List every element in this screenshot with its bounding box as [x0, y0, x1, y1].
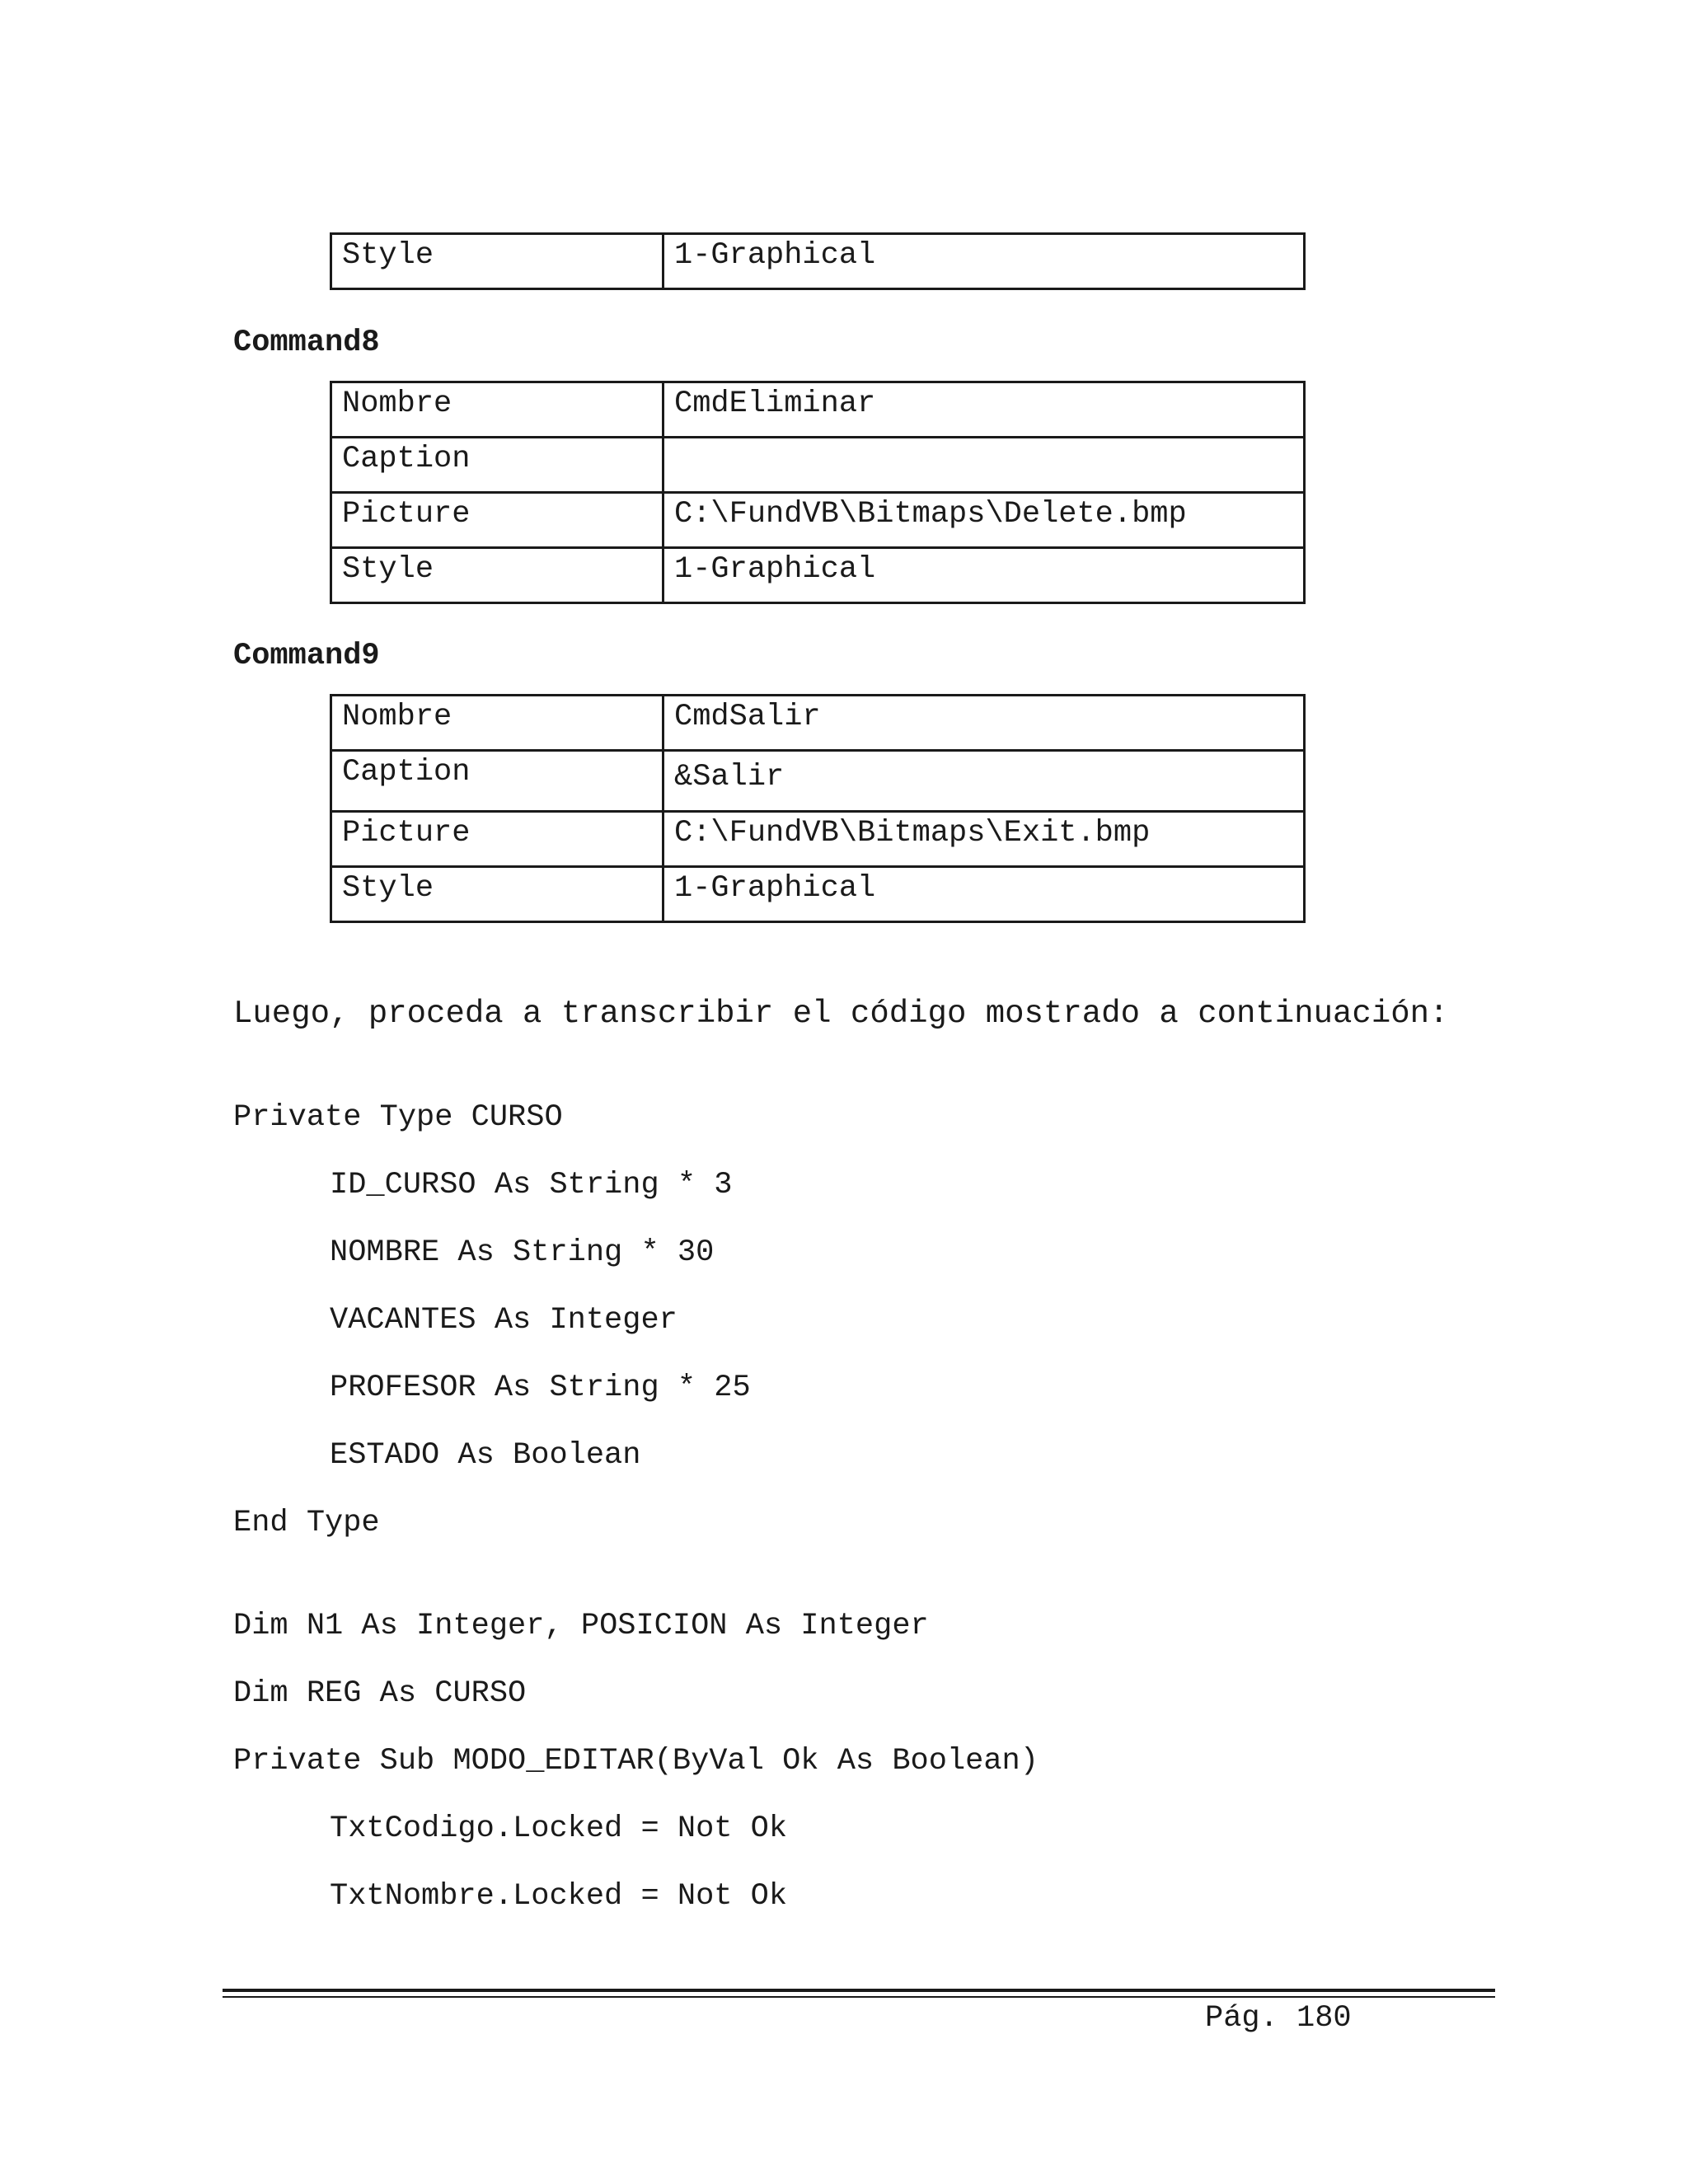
property-value: CmdSalir [663, 696, 1305, 751]
code-line: Dim N1 As Integer, POSICION As Integer [233, 1609, 929, 1643]
section-heading-command8: Command8 [233, 326, 380, 360]
property-value: 1-Graphical [663, 867, 1305, 922]
property-name: Style [331, 234, 663, 289]
property-value: 1-Graphical [663, 234, 1305, 289]
table-row [331, 493, 1305, 548]
property-value: C:\FundVB\Bitmaps\Exit.bmp [663, 812, 1305, 867]
table-row [331, 234, 1305, 289]
property-name: Picture [331, 812, 663, 867]
code-line: TxtNombre.Locked = Not Ok [330, 1879, 788, 1914]
property-value: C:\FundVB\Bitmaps\Delete.bmp [663, 493, 1305, 548]
table-row [331, 696, 1305, 751]
section-heading-command9: Command9 [233, 639, 380, 673]
table-row [331, 382, 1305, 438]
code-line: Private Sub MODO_EDITAR(ByVal Ok As Boolean) [233, 1744, 1039, 1779]
property-value [663, 438, 1305, 493]
intro-paragraph: Luego, proceda a transcribir el código mostrado a continuación: [233, 996, 1449, 1032]
property-value: 1-Graphical [663, 548, 1305, 603]
property-name: Nombre [331, 696, 663, 751]
code-line: NOMBRE As String * 30 [330, 1235, 715, 1270]
code-line: VACANTES As Integer [330, 1303, 678, 1338]
code-line: Private Type CURSO [233, 1100, 563, 1135]
table-row [331, 867, 1305, 922]
footer-rule [223, 1989, 1495, 1992]
table-row [331, 812, 1305, 867]
properties-table-previous [330, 232, 1306, 290]
table-row [331, 751, 1305, 812]
properties-table-command9 [330, 694, 1306, 923]
properties-table-command8 [330, 381, 1306, 604]
code-line: PROFESOR As String * 25 [330, 1371, 751, 1405]
page-number: Pág. 180 [1205, 2001, 1352, 2036]
property-name: Caption [331, 438, 663, 493]
property-value: &Salir [663, 751, 1305, 812]
property-name: Style [331, 548, 663, 603]
code-line: TxtCodigo.Locked = Not Ok [330, 1811, 788, 1846]
table-row [331, 548, 1305, 603]
table-row [331, 438, 1305, 493]
property-name: Caption [331, 751, 663, 812]
code-line: ESTADO As Boolean [330, 1438, 641, 1473]
code-line: Dim REG As CURSO [233, 1676, 527, 1711]
code-line: ID_CURSO As String * 3 [330, 1168, 733, 1202]
property-value: CmdEliminar [663, 382, 1305, 438]
property-name: Picture [331, 493, 663, 548]
property-name: Nombre [331, 382, 663, 438]
code-line: End Type [233, 1506, 380, 1540]
property-name: Style [331, 867, 663, 922]
